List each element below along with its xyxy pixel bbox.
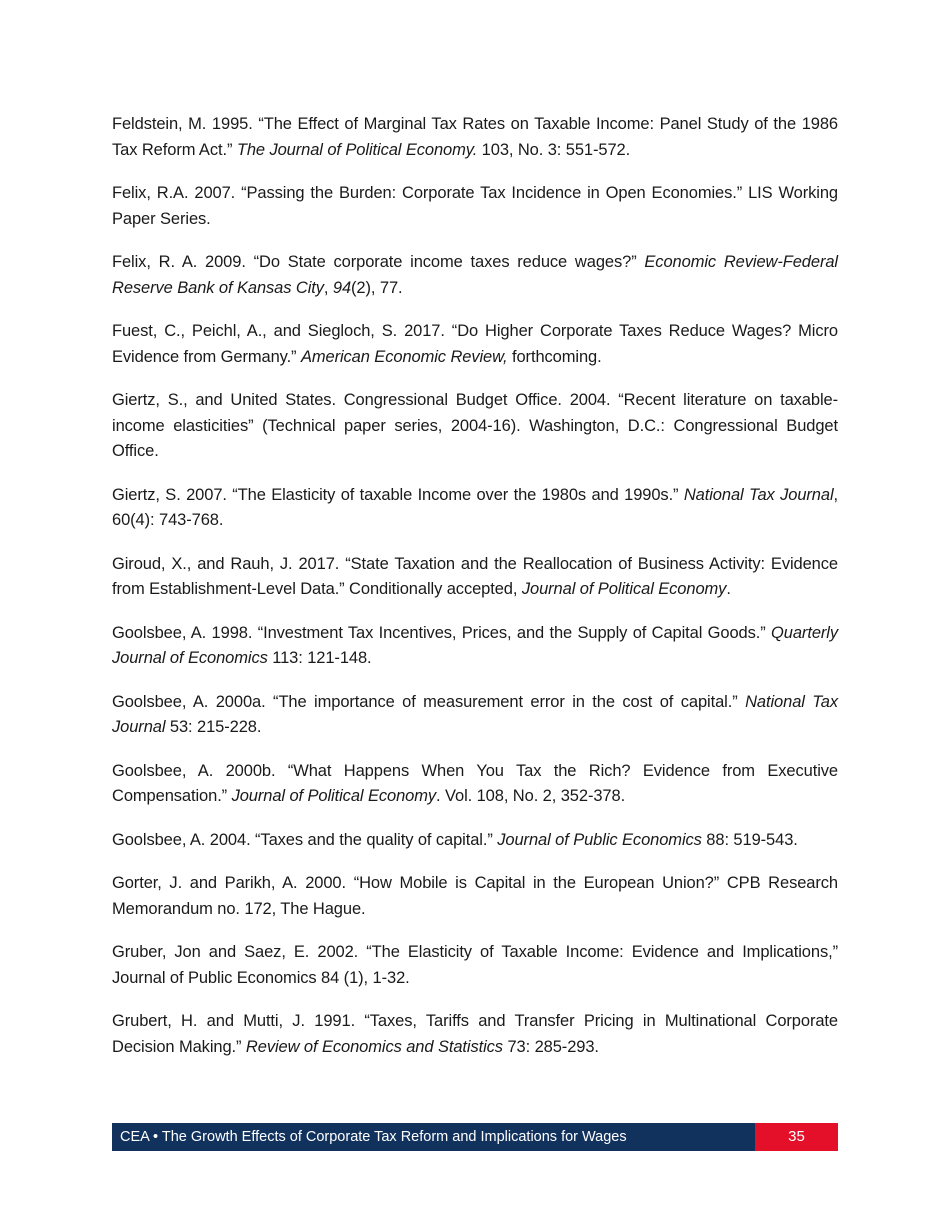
reference-source-title: Review of Economics and Statistics (245, 1037, 503, 1056)
reference-source-title: Journal of Political Economy (521, 580, 727, 598)
reference-source-title: American Economic Review, (300, 347, 508, 366)
reference-source-title: 94 (332, 278, 352, 297)
reference-text: Grubert, H. and Mutti, J. 1991. “Taxes, Tariffs and Transfer Pricing in Multinational Corporate Decision Making.” (112, 1012, 838, 1056)
reference-source-title: Journal of Public Economics (497, 830, 702, 849)
reference-text: 73: 285-293. (502, 1037, 599, 1056)
reference-text: Giertz, S., and United States. Congressional Budget Office. 2004. “Recent literature on taxable-income elasticities” (Technical paper series, 2004-16). Washington, D.C.: Congressional Budget Office. (112, 391, 838, 460)
page-number: 35 (755, 1123, 838, 1151)
reference-entry (112, 871, 838, 922)
reference-source-title: The Journal of Political Economy. (236, 140, 478, 159)
reference-text: Felix, R. A. 2009. “Do State corporate income taxes reduce wages?” (112, 253, 645, 271)
reference-text: Goolsbee, A. 2000a. “The importance of measurement error in the cost of capital.” (112, 692, 746, 711)
reference-text: Fuest, C., Peichl, A., and Siegloch, S. 2017. “Do Higher Corporate Taxes Reduce Wages? Micro Evidence from Germany.” (112, 322, 838, 366)
reference-text: Giroud, X., and Rauh, J. 2017. “State Taxation and the Reallocation of Business Activity: Evidence from Establishment-Level Data.” Conditionally accepted, (112, 554, 838, 598)
reference-text: Goolsbee, A. 1998. “Investment Tax Incentives, Prices, and the Supply of Capital Goods.” (112, 623, 772, 642)
reference-text: 53: 215-228. (165, 718, 262, 736)
reference-text: Goolsbee, A. 2000b. “What Happens When You Tax the Rich? Evidence from Executive Compensation.” (112, 761, 838, 805)
reference-entry (112, 1009, 838, 1060)
reference-entry (112, 250, 838, 301)
reference-text: , (323, 278, 333, 297)
reference-entry (112, 319, 838, 370)
page-footer (112, 1123, 838, 1151)
reference-text: Feldstein, M. 1995. “The Effect of Marginal Tax Rates on Taxable Income: Panel Study of the 1986 Tax Reform Act.” (112, 115, 838, 159)
reference-text: 103, No. 3: 551-572. (477, 140, 631, 159)
reference-source-title: National Tax Journal (683, 485, 834, 504)
reference-entry (112, 483, 838, 534)
reference-text: forthcoming. (507, 347, 602, 366)
reference-text: Goolsbee, A. 2004. “Taxes and the quality of capital.” (112, 830, 498, 849)
reference-entry (112, 552, 838, 603)
reference-entry (112, 388, 838, 465)
reference-entry (112, 181, 838, 232)
reference-list (112, 112, 838, 1078)
reference-source-title: National Tax Journal (112, 692, 839, 736)
reference-text: Giertz, S. 2007. “The Elasticity of taxable Income over the 1980s and 1990s.” (112, 485, 684, 504)
reference-text: . (726, 580, 731, 598)
reference-entry (112, 940, 838, 991)
reference-text: 113: 121-148. (267, 649, 372, 667)
reference-source-title: Economic Review-Federal Reserve Bank of Kansas City (112, 253, 838, 297)
reference-entry (112, 690, 838, 741)
reference-text: 88: 519-543. (701, 830, 798, 849)
reference-entry (112, 759, 838, 810)
reference-text: , 60(4): 743-768. (112, 485, 838, 529)
reference-text: . Vol. 108, No. 2, 352-378. (436, 787, 626, 805)
reference-entry (112, 828, 838, 854)
reference-source-title: Quarterly Journal of Economics (112, 623, 838, 667)
reference-text: (2), 77. (351, 278, 403, 297)
reference-entry (112, 112, 838, 163)
footer-title: CEA • The Growth Effects of Corporate Tax Reform and Implications for Wages (112, 1123, 755, 1151)
reference-source-title: Journal of Political Economy (231, 787, 437, 805)
reference-text: Gorter, J. and Parikh, A. 2000. “How Mobile is Capital in the European Union?” CPB Research Memorandum no. 172, The Hague. (112, 874, 838, 918)
reference-text: Felix, R.A. 2007. “Passing the Burden: Corporate Tax Incidence in Open Economies.” LIS Working Paper Series. (112, 184, 838, 228)
reference-entry (112, 621, 838, 672)
reference-text: Gruber, Jon and Saez, E. 2002. “The Elasticity of Taxable Income: Evidence and Implications,” Journal of Public Economics 84 (1), 1-32. (112, 943, 838, 987)
